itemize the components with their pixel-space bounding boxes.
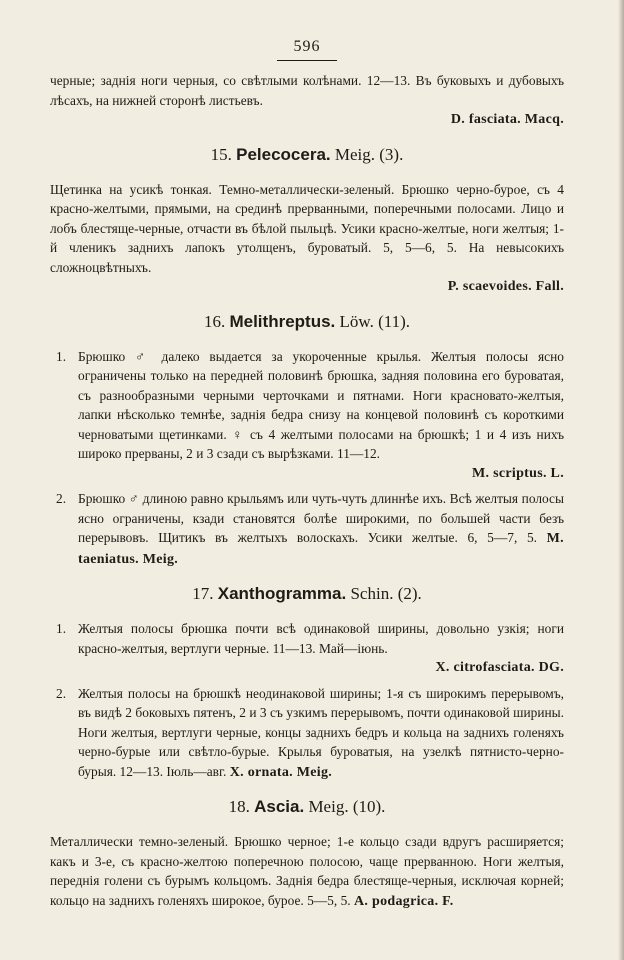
key-item-number: 1. xyxy=(56,621,67,636)
key-item-number: 2. xyxy=(56,685,67,701)
key-item xyxy=(50,684,564,783)
species-name: P. scaevoides. Fall. xyxy=(447,279,564,294)
genus-author: Meig. (10). xyxy=(308,797,386,816)
genus-description xyxy=(50,180,564,297)
genus-index: 16. xyxy=(203,311,226,331)
genus-author: Meig. (3). xyxy=(334,144,404,164)
page-number: 596 xyxy=(293,38,321,55)
key-item-text: Желтыя полосы брюшка почти всѣ одинаковой ширины, довольно узкія; ноги красно-желтыя, вертлуги черные. 11—13. Май—іюнь. xyxy=(78,621,564,656)
key-item xyxy=(50,619,564,678)
page-number-rule xyxy=(277,60,337,61)
key-item xyxy=(50,347,564,484)
key-item-text: Желтыя полосы на брюшкѣ неодинаковой ширины; 1-я съ широкимъ перерывомъ, въ видѣ 2 боковыхъ пятенъ, 2 и 3 съ узкимъ перерывомъ, почти одинаковой ширины. Ноги желтыя, вертлуги черные, концы заднихъ бедръ и кольца на заднихъ голеняхъ черно-бурые или свѣтло-бурые. Крылья буроватыя, на узелкѣ пятнисто-черно-бурыя. 12—13. Іюль—авг. xyxy=(78,685,564,779)
genus-heading xyxy=(50,583,564,605)
key-item-text: Брюшко ♂ длиною равно крыльямъ или чуть-чуть длиннѣе ихъ. Всѣ желтыя полосы ясно ограничены, кзади становятся болѣе широкими, по большей части безъ перерывовъ. Щитикъ въ желтыхъ волоскахъ. Усики желтые. 6, 5—7, 5. xyxy=(78,491,564,545)
genus-heading xyxy=(50,796,564,818)
genus-description xyxy=(50,832,564,911)
species-name: M. scriptus. L. xyxy=(472,465,564,481)
genus-author: Löw. (11). xyxy=(339,311,411,331)
page-edge-shadow xyxy=(618,0,624,960)
genus-name: Melithreptus. xyxy=(229,311,336,331)
key-item-body xyxy=(78,684,564,783)
genus-heading xyxy=(50,311,564,333)
key-item-text: Брюшко ♂ далеко выдается за укороченные крылья. Желтыя полосы ясно ограничены только на передней половинѣ брюшка, задняя половина его буроватая, съ разнообразными черными черточками и пятнами. Ноги красновато-желтыя, лапки нѣсколько темнѣе, заднія бедра снизу на концевой половинѣ съ короткими черноватыми щетинками. ♀ съ 4 желтыми полосами на брюшкѣ; 1 и 4 изъ нихъ широко прерваны, 2 и 3 сзади съ вырѣзками. 11—12. xyxy=(78,348,564,461)
genus-index: 18. xyxy=(228,797,250,816)
genus-heading xyxy=(50,144,564,166)
genus-name: Pelecocera. xyxy=(236,144,331,164)
key-item-body xyxy=(78,489,564,569)
key-item-number: 2. xyxy=(56,491,67,506)
species-name: D. fasciata. Macq. xyxy=(450,112,564,127)
genus-author: Schin. (2). xyxy=(350,584,422,603)
genus-name: Xanthogramma. xyxy=(217,584,347,603)
key-item-number: 1. xyxy=(56,348,67,364)
species-name: X. citrofasciata. DG. xyxy=(435,660,564,675)
intro-paragraph xyxy=(50,71,564,130)
intro-text: черные; заднія ноги черныя, со свѣтлыми колѣнами. 12—13. Въ буковыхъ и дубовыхъ лѣсахъ, на нижней сторонѣ листьевъ. xyxy=(50,73,564,108)
description-text: Металлически темно-зеленый. Брюшко черное; 1-е кольцо сзади вдругъ расширяется; какъ и 3-е, съ красно-желтою поперечною полосою, чаще прерванною. Ноги желтыя, переднія голени съ бурымъ кольцомъ. Заднія бедра блестяще-черныя, исключая корней; кольцо на заднихъ голеняхъ широкое, бурое. 5—5, 5. xyxy=(50,834,564,908)
species-name: M. taeniatus. Meig. xyxy=(78,531,564,567)
key-item-body xyxy=(78,347,564,484)
genus-index: 15. xyxy=(210,144,232,164)
genus-name: Ascia. xyxy=(254,797,305,816)
description-text: Щетинка на усикѣ тонкая. Темно-металлически-зеленый. Брюшко черно-бурое, съ 4 красно-желтыми, прямыми, на срединѣ прерванными, поперечными полосами. Лицо и лобъ блестяще-черные, отчасти въ бѣлой пыльцѣ. Усики красно-желтые, ноги желтыя; 1-й членикъ заднихъ лапокъ утолщенъ, буроватый. 5, 5—6, 5. На невысокихъ сложноцвѣтныхъ. xyxy=(50,181,564,275)
key-item-body xyxy=(78,619,564,678)
species-name: A. podagrica. F. xyxy=(353,893,454,909)
genus-index: 17. xyxy=(192,584,214,603)
species-name: X. ornata. Meig. xyxy=(229,764,333,780)
key-item xyxy=(50,489,564,569)
